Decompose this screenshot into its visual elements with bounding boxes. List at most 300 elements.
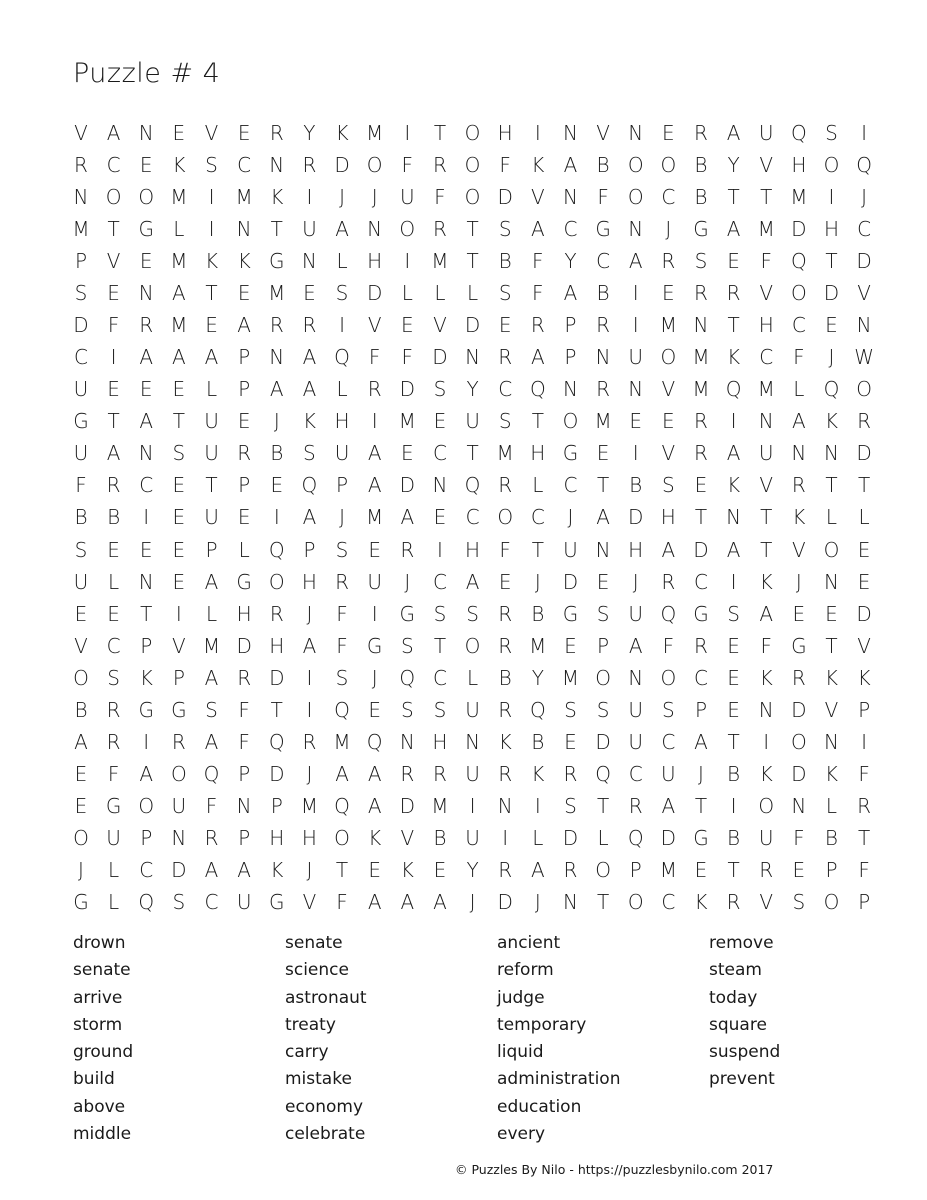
grid-letter[interactable]: A xyxy=(628,249,643,274)
grid-letter[interactable]: J xyxy=(78,857,84,882)
grid-letter[interactable]: N xyxy=(628,217,644,242)
grid-letter[interactable]: F xyxy=(368,345,381,370)
grid-letter[interactable]: U xyxy=(628,729,644,754)
grid-letter[interactable]: U xyxy=(628,697,644,722)
grid-letter[interactable]: R xyxy=(498,857,513,882)
grid-letter[interactable]: S xyxy=(107,665,120,690)
grid-letter[interactable]: O xyxy=(823,889,840,914)
grid-letter[interactable]: D xyxy=(693,537,709,562)
grid-letter[interactable]: P xyxy=(238,761,251,786)
grid-letter[interactable]: M xyxy=(398,409,416,434)
grid-letter[interactable]: S xyxy=(74,537,88,562)
grid-letter[interactable]: J xyxy=(306,601,313,626)
grid-letter[interactable]: K xyxy=(824,761,839,786)
grid-letter[interactable]: N xyxy=(399,729,415,754)
grid-letter[interactable]: D xyxy=(660,825,677,850)
grid-letter[interactable]: U xyxy=(628,601,644,626)
grid-letter[interactable]: R xyxy=(694,409,708,434)
grid-letter[interactable]: K xyxy=(727,345,741,370)
grid-letter[interactable]: H xyxy=(791,153,807,178)
grid-letter[interactable]: M xyxy=(170,249,188,274)
grid-letter[interactable]: I xyxy=(175,601,182,626)
grid-letter[interactable]: O xyxy=(138,185,155,210)
grid-letter[interactable]: S xyxy=(727,601,740,626)
grid-letter[interactable]: O xyxy=(790,729,807,754)
grid-letter[interactable]: C xyxy=(530,505,545,530)
grid-letter[interactable]: L xyxy=(466,281,479,306)
grid-letter[interactable]: M xyxy=(268,281,286,306)
grid-letter[interactable]: A xyxy=(367,441,382,466)
grid-letter[interactable]: Q xyxy=(334,697,350,722)
grid-letter[interactable]: R xyxy=(759,857,774,882)
grid-letter[interactable]: R xyxy=(302,153,317,178)
grid-letter[interactable]: I xyxy=(273,505,280,530)
grid-letter[interactable]: Q xyxy=(203,761,220,786)
grid-letter[interactable]: U xyxy=(628,345,644,370)
grid-letter[interactable]: I xyxy=(861,729,868,754)
grid-letter[interactable]: D xyxy=(497,889,513,914)
grid-letter[interactable]: L xyxy=(108,857,120,882)
grid-letter[interactable]: J xyxy=(861,185,868,210)
grid-letter[interactable]: S xyxy=(433,377,447,402)
grid-letter[interactable]: V xyxy=(759,281,774,306)
grid-letter[interactable]: C xyxy=(693,665,708,690)
grid-letter[interactable]: S xyxy=(825,121,838,145)
grid-letter[interactable]: U xyxy=(204,409,219,434)
grid-letter[interactable]: I xyxy=(371,409,378,434)
grid-letter[interactable]: O xyxy=(464,153,481,178)
grid-letter[interactable]: R xyxy=(106,473,121,498)
grid-letter[interactable]: O xyxy=(595,857,611,882)
grid-letter[interactable]: U xyxy=(204,441,219,466)
grid-letter[interactable]: C xyxy=(74,345,88,370)
grid-letter[interactable]: A xyxy=(139,345,154,370)
grid-letter[interactable]: I xyxy=(436,537,443,562)
grid-letter[interactable]: N xyxy=(726,505,742,530)
grid-letter[interactable]: K xyxy=(368,825,382,850)
grid-letter[interactable]: S xyxy=(564,697,577,722)
grid-letter[interactable]: B xyxy=(498,249,512,274)
grid-letter[interactable]: D xyxy=(497,185,513,210)
grid-letter[interactable]: A xyxy=(367,473,382,498)
grid-letter[interactable]: A xyxy=(204,345,219,370)
grid-letter[interactable]: I xyxy=(763,729,770,754)
grid-letter[interactable]: N xyxy=(758,409,774,434)
grid-letter[interactable]: R xyxy=(302,729,317,754)
grid-letter[interactable]: R xyxy=(400,761,415,786)
grid-letter[interactable]: A xyxy=(726,441,741,466)
grid-letter[interactable]: Q xyxy=(138,889,155,914)
grid-letter[interactable]: N xyxy=(138,281,154,306)
grid-letter[interactable]: W xyxy=(854,345,874,370)
grid-letter[interactable]: C xyxy=(432,569,447,594)
grid-letter[interactable]: B xyxy=(531,601,545,626)
grid-letter[interactable]: C xyxy=(857,217,872,242)
grid-letter[interactable]: D xyxy=(464,313,481,338)
grid-letter[interactable]: R xyxy=(661,569,676,594)
grid-letter[interactable]: D xyxy=(791,761,807,786)
grid-letter[interactable]: I xyxy=(730,409,737,434)
grid-letter[interactable]: E xyxy=(727,249,740,274)
grid-letter[interactable]: A xyxy=(661,793,676,818)
grid-letter[interactable]: S xyxy=(172,889,186,914)
grid-letter[interactable]: D xyxy=(628,505,644,530)
grid-letter[interactable]: Q xyxy=(627,825,644,850)
grid-letter[interactable]: K xyxy=(302,409,316,434)
grid-letter[interactable]: V xyxy=(857,633,871,658)
grid-letter[interactable]: Q xyxy=(268,729,285,754)
grid-letter[interactable]: K xyxy=(531,761,545,786)
grid-letter[interactable]: C xyxy=(106,153,121,178)
grid-letter[interactable]: S xyxy=(498,217,512,242)
grid-letter[interactable]: G xyxy=(171,697,187,722)
grid-letter[interactable]: H xyxy=(497,121,513,145)
grid-letter[interactable]: S xyxy=(172,441,186,466)
grid-letter[interactable]: A xyxy=(269,377,284,402)
grid-letter[interactable]: T xyxy=(760,185,773,210)
grid-letter[interactable]: M xyxy=(366,505,384,530)
grid-letter[interactable]: A xyxy=(661,537,676,562)
grid-letter[interactable]: T xyxy=(825,633,838,658)
grid-letter[interactable]: I xyxy=(371,601,378,626)
grid-letter[interactable]: L xyxy=(597,825,609,850)
grid-letter[interactable]: A xyxy=(302,505,317,530)
grid-letter[interactable]: R xyxy=(694,121,708,145)
grid-letter[interactable]: Q xyxy=(529,697,546,722)
grid-letter[interactable]: I xyxy=(828,185,835,210)
grid-letter[interactable]: O xyxy=(562,409,579,434)
grid-letter[interactable]: T xyxy=(825,473,838,498)
grid-letter[interactable]: C xyxy=(563,473,578,498)
grid-letter[interactable]: H xyxy=(465,537,481,562)
grid-letter[interactable]: Q xyxy=(366,729,383,754)
grid-letter[interactable]: U xyxy=(465,825,480,850)
grid-letter[interactable]: K xyxy=(400,857,414,882)
grid-letter[interactable]: P xyxy=(270,793,283,818)
grid-letter[interactable]: B xyxy=(433,825,447,850)
grid-letter[interactable]: R xyxy=(498,697,513,722)
grid-letter[interactable]: S xyxy=(596,601,610,626)
grid-letter[interactable]: U xyxy=(334,441,350,466)
grid-letter[interactable]: U xyxy=(758,441,774,466)
grid-letter[interactable]: A xyxy=(726,537,741,562)
grid-letter[interactable]: E xyxy=(825,313,838,338)
grid-letter[interactable]: E xyxy=(107,537,120,562)
grid-letter[interactable]: J xyxy=(795,569,802,594)
grid-letter[interactable]: H xyxy=(269,633,285,658)
grid-letter[interactable]: V xyxy=(302,889,317,914)
grid-letter[interactable]: F xyxy=(858,857,870,882)
grid-letter[interactable]: A xyxy=(596,505,610,530)
grid-letter[interactable]: C xyxy=(661,185,676,210)
grid-letter[interactable]: B xyxy=(596,153,610,178)
grid-letter[interactable]: O xyxy=(105,185,122,210)
grid-letter[interactable]: N xyxy=(171,825,187,850)
grid-letter[interactable]: R xyxy=(269,601,284,626)
grid-letter[interactable]: E xyxy=(172,569,186,594)
grid-letter[interactable]: T xyxy=(694,505,708,530)
grid-letter[interactable]: T xyxy=(694,793,708,818)
grid-letter[interactable]: B xyxy=(694,153,708,178)
grid-letter[interactable]: F xyxy=(238,697,250,722)
grid-letter[interactable]: A xyxy=(302,377,317,402)
grid-letter[interactable]: L xyxy=(238,537,250,562)
grid-letter[interactable]: T xyxy=(596,473,610,498)
grid-letter[interactable]: U xyxy=(758,121,774,145)
grid-letter[interactable]: D xyxy=(171,857,187,882)
grid-letter[interactable]: E xyxy=(107,377,120,402)
grid-letter[interactable]: C xyxy=(759,345,774,370)
grid-letter[interactable]: I xyxy=(469,793,476,818)
grid-letter[interactable]: E xyxy=(433,857,447,882)
grid-letter[interactable]: T xyxy=(140,601,153,626)
grid-letter[interactable]: N xyxy=(432,473,448,498)
grid-letter[interactable]: Y xyxy=(466,857,479,882)
grid-letter[interactable]: R xyxy=(726,889,741,914)
grid-letter[interactable]: T xyxy=(270,217,283,242)
grid-letter[interactable]: B xyxy=(498,665,512,690)
grid-letter[interactable]: A xyxy=(726,217,741,242)
grid-letter[interactable]: J xyxy=(371,185,378,210)
grid-letter[interactable]: T xyxy=(107,409,120,434)
grid-letter[interactable]: Y xyxy=(303,121,316,145)
grid-letter[interactable]: H xyxy=(628,537,644,562)
grid-letter[interactable]: I xyxy=(534,793,541,818)
grid-letter[interactable]: G xyxy=(73,889,89,914)
grid-letter[interactable]: E xyxy=(662,409,675,434)
grid-letter[interactable]: F xyxy=(336,633,348,658)
grid-letter[interactable]: F xyxy=(205,793,218,818)
grid-letter[interactable]: S xyxy=(400,697,414,722)
grid-letter[interactable]: E xyxy=(74,793,88,818)
grid-letter[interactable]: G xyxy=(693,601,709,626)
grid-letter[interactable]: T xyxy=(760,537,773,562)
grid-letter[interactable]: C xyxy=(791,313,806,338)
grid-letter[interactable]: D xyxy=(856,249,872,274)
grid-letter[interactable]: D xyxy=(236,633,252,658)
grid-letter[interactable]: G xyxy=(73,409,89,434)
grid-letter[interactable]: T xyxy=(858,825,871,850)
grid-letter[interactable]: N xyxy=(269,153,285,178)
grid-letter[interactable]: S xyxy=(335,281,349,306)
grid-letter[interactable]: K xyxy=(498,729,512,754)
grid-letter[interactable]: E xyxy=(368,697,381,722)
grid-letter[interactable]: Q xyxy=(790,249,807,274)
grid-letter[interactable]: R xyxy=(204,825,219,850)
grid-letter[interactable]: O xyxy=(497,505,514,530)
grid-letter[interactable]: A xyxy=(530,857,545,882)
grid-letter[interactable]: U xyxy=(367,569,382,594)
grid-letter[interactable]: C xyxy=(432,441,447,466)
grid-letter[interactable]: M xyxy=(235,185,253,210)
grid-letter[interactable]: M xyxy=(496,441,514,466)
grid-letter[interactable]: V xyxy=(74,121,88,145)
grid-letter[interactable]: N xyxy=(856,313,872,338)
grid-letter[interactable]: F xyxy=(532,281,544,306)
grid-letter[interactable]: E xyxy=(857,569,871,594)
grid-letter[interactable]: T xyxy=(531,537,544,562)
grid-letter[interactable]: K xyxy=(531,153,545,178)
grid-letter[interactable]: U xyxy=(661,761,676,786)
grid-letter[interactable]: R xyxy=(530,313,545,338)
grid-letter[interactable]: E xyxy=(172,505,186,530)
grid-letter[interactable]: S xyxy=(661,473,675,498)
grid-letter[interactable]: E xyxy=(237,121,251,145)
grid-letter[interactable]: N xyxy=(824,729,839,754)
grid-letter[interactable]: L xyxy=(532,473,544,498)
grid-letter[interactable]: D xyxy=(856,441,872,466)
grid-letter[interactable]: S xyxy=(498,409,512,434)
grid-letter[interactable]: R xyxy=(139,313,154,338)
grid-letter[interactable]: E xyxy=(792,857,806,882)
grid-letter[interactable]: M xyxy=(366,121,384,145)
grid-letter[interactable]: B xyxy=(727,825,741,850)
grid-letter[interactable]: D xyxy=(399,473,415,498)
grid-letter[interactable]: O xyxy=(464,121,481,145)
grid-letter[interactable]: E xyxy=(596,569,610,594)
grid-letter[interactable]: Q xyxy=(399,665,416,690)
grid-letter[interactable]: O xyxy=(171,761,187,786)
grid-letter[interactable]: V xyxy=(759,889,774,914)
grid-letter[interactable]: J xyxy=(339,185,345,210)
grid-letter[interactable]: A xyxy=(204,569,219,594)
grid-letter[interactable]: P xyxy=(564,345,577,370)
grid-letter[interactable]: P xyxy=(238,377,251,402)
grid-letter[interactable]: G xyxy=(138,217,154,242)
grid-letter[interactable]: M xyxy=(202,633,221,658)
grid-letter[interactable]: J xyxy=(534,569,541,594)
grid-letter[interactable]: S xyxy=(205,153,218,178)
grid-letter[interactable]: I xyxy=(339,313,345,338)
grid-letter[interactable]: G xyxy=(399,601,416,626)
grid-letter[interactable]: D xyxy=(269,761,285,786)
grid-letter[interactable]: R xyxy=(498,345,513,370)
grid-letter[interactable]: T xyxy=(335,857,349,882)
grid-letter[interactable]: L xyxy=(532,825,544,850)
grid-letter[interactable]: D xyxy=(73,313,89,338)
grid-letter[interactable]: N xyxy=(562,889,578,914)
grid-letter[interactable]: C xyxy=(661,889,676,914)
grid-letter[interactable]: G xyxy=(693,825,709,850)
grid-letter[interactable]: N xyxy=(562,185,578,210)
grid-letter[interactable]: H xyxy=(301,569,317,594)
grid-letter[interactable]: N xyxy=(693,313,709,338)
grid-letter[interactable]: T xyxy=(433,633,447,658)
grid-letter[interactable]: E xyxy=(564,729,577,754)
grid-letter[interactable]: G xyxy=(269,889,285,914)
grid-letter[interactable]: V xyxy=(204,121,219,145)
grid-letter[interactable]: T xyxy=(760,505,773,530)
grid-letter[interactable]: C xyxy=(139,857,154,882)
grid-letter[interactable]: S xyxy=(335,537,349,562)
grid-letter[interactable]: O xyxy=(627,185,644,210)
grid-letter[interactable]: Y xyxy=(727,153,740,178)
grid-letter[interactable]: V xyxy=(400,825,415,850)
grid-letter[interactable]: U xyxy=(73,377,89,402)
grid-letter[interactable]: S xyxy=(596,697,610,722)
grid-letter[interactable]: E xyxy=(368,537,381,562)
grid-letter[interactable]: J xyxy=(273,409,280,434)
grid-letter[interactable]: V xyxy=(661,377,676,402)
grid-letter[interactable]: I xyxy=(404,121,411,145)
grid-letter[interactable]: P xyxy=(140,825,153,850)
grid-letter[interactable]: T xyxy=(205,281,218,306)
grid-letter[interactable]: K xyxy=(824,665,839,690)
grid-letter[interactable]: O xyxy=(790,281,807,306)
grid-letter[interactable]: N xyxy=(562,121,578,145)
grid-letter[interactable]: V xyxy=(433,313,447,338)
grid-letter[interactable]: S xyxy=(303,441,316,466)
grid-letter[interactable]: E xyxy=(400,313,414,338)
grid-letter[interactable]: T xyxy=(205,473,218,498)
grid-letter[interactable]: R xyxy=(563,857,578,882)
grid-letter[interactable]: E xyxy=(172,377,186,402)
grid-letter[interactable]: I xyxy=(502,825,509,850)
grid-letter[interactable]: R xyxy=(596,313,611,338)
grid-letter[interactable]: B xyxy=(531,729,545,754)
grid-letter[interactable]: F xyxy=(401,153,414,178)
grid-letter[interactable]: J xyxy=(534,889,541,914)
grid-letter[interactable]: C xyxy=(596,249,611,274)
grid-letter[interactable]: E xyxy=(727,665,740,690)
grid-letter[interactable]: U xyxy=(465,761,480,786)
grid-letter[interactable]: F xyxy=(597,185,609,210)
grid-letter[interactable]: O xyxy=(366,153,383,178)
grid-letter[interactable]: R xyxy=(432,217,447,242)
grid-letter[interactable]: M xyxy=(692,345,710,370)
grid-letter[interactable]: C xyxy=(563,217,578,242)
grid-letter[interactable]: F xyxy=(499,153,511,178)
grid-letter[interactable]: J xyxy=(632,569,639,594)
grid-letter[interactable]: G xyxy=(693,217,709,242)
grid-letter[interactable]: G xyxy=(269,249,285,274)
grid-letter[interactable]: M xyxy=(529,633,547,658)
grid-letter[interactable]: U xyxy=(73,441,89,466)
grid-letter[interactable]: T xyxy=(727,729,740,754)
grid-letter[interactable]: P xyxy=(238,473,251,498)
grid-letter[interactable]: I xyxy=(143,505,150,530)
grid-letter[interactable]: K xyxy=(270,857,284,882)
grid-letter[interactable]: N xyxy=(236,217,252,242)
grid-letter[interactable]: V xyxy=(172,633,186,658)
grid-letter[interactable]: E xyxy=(857,537,871,562)
grid-letter[interactable]: I xyxy=(306,697,313,722)
grid-letter[interactable]: C xyxy=(139,473,154,498)
grid-letter[interactable]: G xyxy=(791,633,807,658)
grid-letter[interactable]: Q xyxy=(660,601,677,626)
grid-letter[interactable]: K xyxy=(857,665,871,690)
grid-letter[interactable]: L xyxy=(108,889,120,914)
grid-letter[interactable]: E xyxy=(662,121,675,145)
grid-letter[interactable]: V xyxy=(824,697,839,722)
grid-letter[interactable]: O xyxy=(660,665,677,690)
grid-letter[interactable]: A xyxy=(726,121,741,145)
grid-letter[interactable]: J xyxy=(828,345,835,370)
grid-letter[interactable]: U xyxy=(563,537,578,562)
grid-letter[interactable]: S xyxy=(433,601,447,626)
grid-letter[interactable]: U xyxy=(465,409,480,434)
grid-letter[interactable]: F xyxy=(760,249,772,274)
grid-letter[interactable]: L xyxy=(336,249,348,274)
grid-letter[interactable]: I xyxy=(632,281,639,306)
grid-letter[interactable]: E xyxy=(107,601,120,626)
grid-letter[interactable]: B xyxy=(824,825,839,850)
grid-letter[interactable]: M xyxy=(659,857,677,882)
grid-letter[interactable]: K xyxy=(694,889,708,914)
grid-letter[interactable]: O xyxy=(823,537,840,562)
grid-letter[interactable]: F xyxy=(532,249,544,274)
grid-letter[interactable]: Q xyxy=(464,473,481,498)
